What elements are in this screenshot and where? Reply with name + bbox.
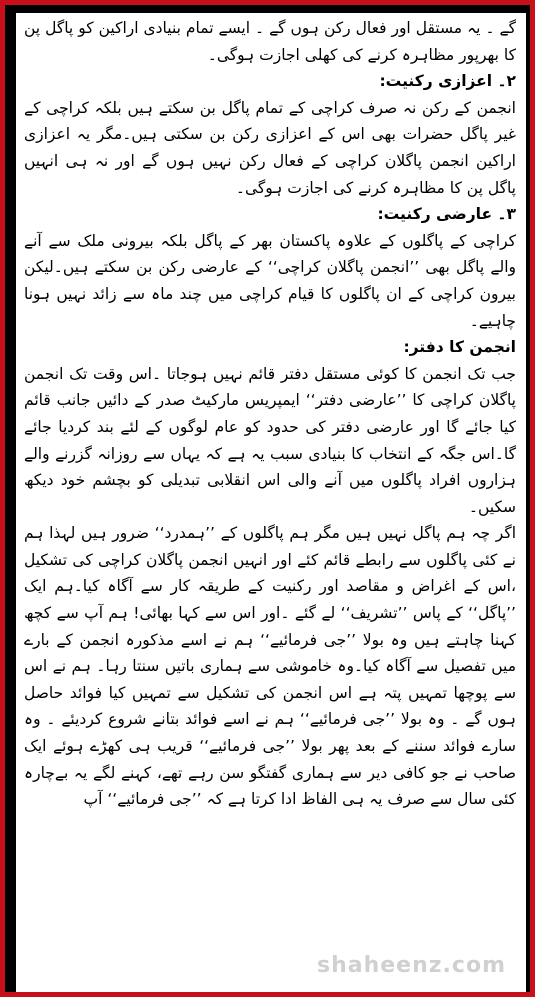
paragraph-temporary-membership: کراچی کے پاگلوں کے علاوہ پاکستان بھر کے پاگل بلکہ بیرونی ملک سے آنے والے پاگل بھی ’’انجمن پاگلان کراچی‘‘ کے عارضی رکن بن سکتے ہیں۔لیکن بیرون کراچی کے ان پاگلوں کا قیام کراچی میں چند ماہ سے زائد نہیں ہونا چاہیے۔ — [24, 231, 516, 330]
paragraph-honorary-membership: انجمن کے رکن نہ صرف کراچی کے تمام پاگل بن سکتے ہیں بلکہ کراچی کے غیر پاگل حضرات بھی اس کے اعزازی رکن بن سکتی ہیں۔مگر یہ اعزازی اراکین انجمن پاگلان کراچی کے فعال رکن نہیں ہوں گے اور نہ ہی انہیں پاگل پن کا مظاہرہ کرنے کی اجازت ہوگی۔ — [24, 98, 516, 197]
document-page — [16, 13, 526, 992]
paragraph-association-office: جب تک انجمن کا کوئی مستقل دفتر قائم نہیں ہوجاتا ۔اس وقت تک انجمن پاگلان کراچی کا ’’عارضی دفتر‘‘ ایمپریس مارکیٹ صدر کے دائیں جانب قائم کیا جائے گا اور عارضی دفتر کی حدود کو عام لوگوں کے لئے بند کردیا جائے گا۔اس جگہ کے انتخاب کا بنیادی سبب یہ ہے کہ یہاں سے روزانہ گزرنے والے ہزاروں افراد پاگلوں میں آنے والی اس انقلابی تبدیلی کو بچشم خود دیکھ سکیں۔ — [24, 364, 516, 516]
heading-temporary-membership: ۳۔ عارضی رکنیت: — [377, 205, 516, 224]
document-text — [24, 15, 516, 813]
heading-honorary-membership: ۲۔ اعزازی رکنیت: — [379, 72, 516, 91]
paragraph-continuation: گے ۔ یہ مستقل اور فعال رکن ہوں گے ۔ ایسے تمام بنیادی اراکین کو پاگل پن کا بھرپور مظاہرہ کرنے کی کھلی اجازت ہوگی۔ — [24, 19, 516, 64]
watermark: shaheenz.com — [316, 953, 506, 978]
paragraph-story: اگر چہ ہم پاگل نہیں ہیں مگر ہم پاگلوں کے ’’ہمدرد‘‘ ضرور ہیں لہذا ہم نے کئی پاگلوں سے رابطے قائم کئے اور انہیں انجمن پاگلان کراچی کی تشکیل ،اس کے اغراض و مقاصد اور رکنیت کے طریقہ کار سے آگاہ کیا۔ہم ایک ’’پاگل‘‘ کے پاس ’’تشریف‘‘ لے گئے ۔اور اس سے کہا بھائی! ہم آپ سے کچھ کہنا چاہتے ہیں وہ بولا ’’جی فرمائیے‘‘ ہم نے اسے مذکورہ انجمن کے بارے میں تفصیل سے آگاہ کیا۔وہ خاموشی سے ہماری باتیں سنتا رہا۔ ہم نے اس سے پوچھا تمہیں پتہ ہے اس انجمن کی تشکیل سے تمہیں کیا فوائد حاصل ہوں گے ۔ وہ بولا ’’جی فرمائیے‘‘ ہم نے اسے فوائد بتانے شروع کردیئے ۔ وہ سارے فوائد سننے کے بعد پھر بولا ’’جی فرمائیے‘‘ قریب ہی کھڑے ہوئے ایک صاحب نے جو کافی دیر سے ہماری گفتگو سن رہے تھے، کہنے لگے یہ بےچارہ کئی سال سے صرف یہ ہی الفاظ ادا کرتا ہے کہ ’’جی فرمائیے‘‘ آپ — [24, 524, 516, 809]
heading-association-office: انجمن کا دفتر: — [403, 338, 516, 357]
